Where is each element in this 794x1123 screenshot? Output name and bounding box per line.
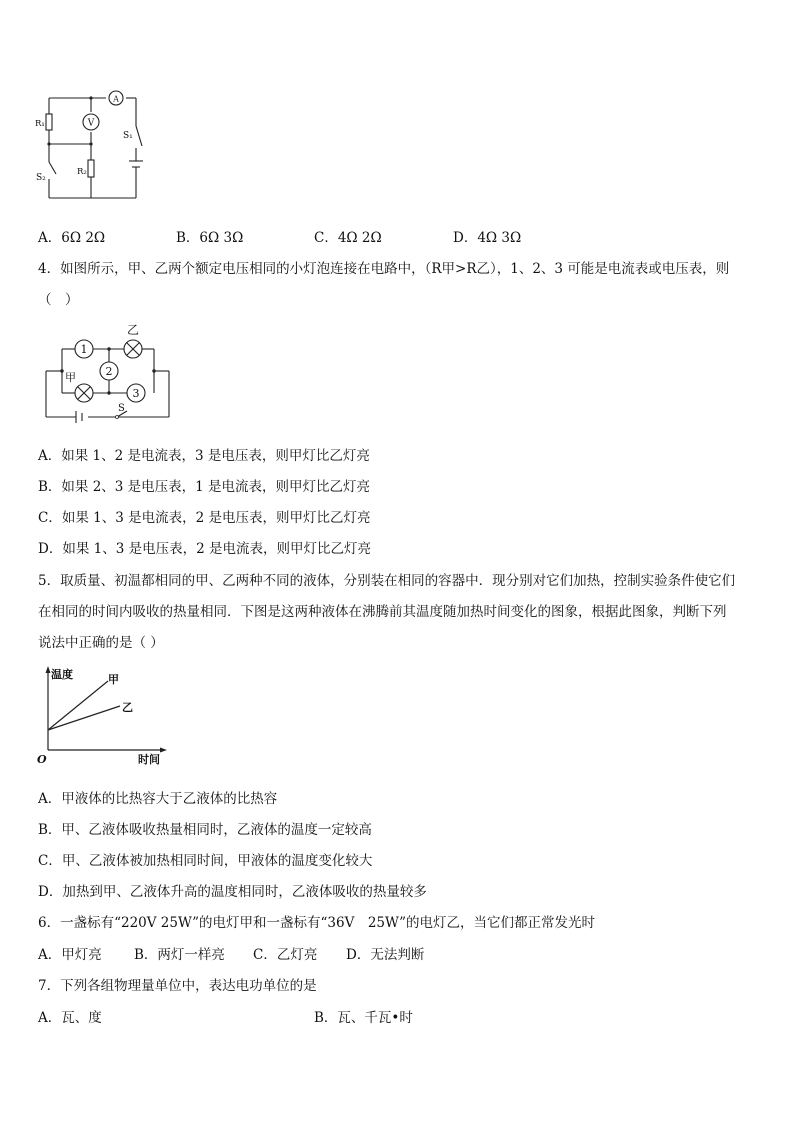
q3-option-c[interactable]: C．4Ω 2Ω <box>314 230 382 246</box>
y-axis-label: 温度 <box>51 668 73 681</box>
q4-circuit-diagram <box>40 318 180 430</box>
q5-option-d[interactable]: D．加热到甲、乙液体升高的温度相同时，乙液体吸收的热量较多 <box>38 884 427 900</box>
q3-option-a[interactable]: A．6Ω 2Ω <box>38 230 106 246</box>
r2-label: R₂ <box>77 167 87 177</box>
meter-3-label: 3 <box>132 387 140 400</box>
switch-s-label: S <box>118 403 125 414</box>
meter-1-label: 1 <box>80 343 88 356</box>
lamp-jia-label: 甲 <box>65 371 76 384</box>
q4-option-a[interactable]: A．如果 1、2 是电流表，3 是电压表，则甲灯比乙灯亮 <box>38 448 370 464</box>
q6-stem: 6．一盏标有“220V 25W”的电灯甲和一盏标有“36V 25W”的电灯乙，当它们都正常发光时 <box>38 915 596 931</box>
meter-2-label: 2 <box>105 365 113 378</box>
q6-option-a[interactable]: A．甲灯亮 <box>38 947 102 963</box>
q6-option-d[interactable]: D．无法判断 <box>346 947 425 963</box>
q7-option-a[interactable]: A．瓦、度 <box>38 1010 102 1026</box>
q5-option-a[interactable]: A．甲液体的比热容大于乙液体的比热容 <box>38 791 278 807</box>
q5-option-b[interactable]: B．甲、乙液体吸收热量相同时，乙液体的温度一定较高 <box>38 822 372 838</box>
q4-stem-line1: 4．如图所示，甲、乙两个额定电压相同的小灯泡连接在电路中，（R甲>R乙），1、2、3 可能是电流表或电压表，则 <box>38 261 730 277</box>
line-jia-label: 甲 <box>108 673 119 686</box>
q5-option-c[interactable]: C．甲、乙液体被加热相同时间，甲液体的温度变化较大 <box>38 853 373 869</box>
line-jia <box>48 681 108 730</box>
lamp-yi-label: 乙 <box>126 323 140 337</box>
q6-option-b[interactable]: B．两灯一样亮 <box>134 947 225 963</box>
q6-option-c[interactable]: C．乙灯亮 <box>253 947 318 963</box>
voltmeter-label: V <box>87 118 95 129</box>
q4-option-b[interactable]: B．如果 2、3 是电压表，1 是电流表，则甲灯比乙灯亮 <box>38 479 371 495</box>
q5-stem-line1: 5．取质量、初温都相同的甲、乙两种不同的液体，分别装在相同的容器中．现分别对它们加热，控制实验条件使它们 <box>38 573 736 589</box>
line-yi-label: 乙 <box>122 701 133 714</box>
q7-stem: 7．下列各组物理量单位中，表达电功单位的是 <box>38 978 317 994</box>
q7-option-b[interactable]: B．瓦、千瓦•时 <box>314 1010 413 1026</box>
q5-temperature-time-graph <box>36 664 168 768</box>
q4-stem-line2: （ ） <box>38 292 79 308</box>
x-axis-label: 时间 <box>138 753 160 766</box>
r1-label: R₁ <box>35 119 45 129</box>
q5-stem-line2: 在相同的时间内吸收的热量相同．下图是这两种液体在沸腾前其温度随加热时间变化的图象，根据此图象，判断下列 <box>38 604 727 620</box>
origin-label: O <box>37 753 47 766</box>
q4-option-c[interactable]: C．如果 1、3 是电流表，2 是电压表，则甲灯比乙灯亮 <box>38 510 371 526</box>
q4-option-d[interactable]: D．如果 1、3 是电压表，2 是电流表，则甲灯比乙灯亮 <box>38 541 371 557</box>
q3-circuit-diagram <box>34 88 164 213</box>
s2-label: S₂ <box>36 173 46 183</box>
s1-label: S₁ <box>123 131 133 141</box>
ammeter-label: A <box>113 94 119 104</box>
q3-option-b[interactable]: B．6Ω 3Ω <box>176 230 244 246</box>
q5-stem-line3: 说法中正确的是（ ） <box>38 635 164 651</box>
q3-option-d[interactable]: D．4Ω 3Ω <box>453 230 522 246</box>
line-yi <box>48 706 120 730</box>
